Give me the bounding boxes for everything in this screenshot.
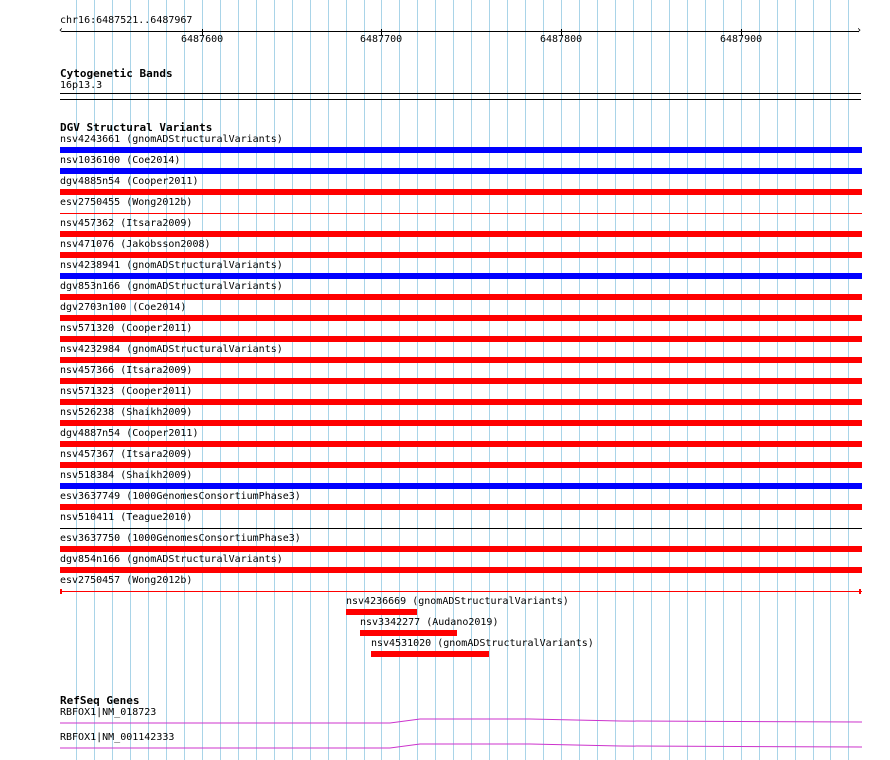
variant-label[interactable]: dgv2703n100 (Coe2014) (60, 302, 187, 313)
variant-label[interactable]: dgv4887n54 (Cooper2011) (60, 428, 199, 439)
ruler-axis-line (62, 31, 859, 32)
variant-label[interactable]: dgv854n166 (gnomADStructuralVariants) (60, 554, 283, 565)
variant-label[interactable]: nsv4243661 (gnomADStructuralVariants) (60, 134, 283, 145)
variant-bar[interactable] (60, 399, 862, 405)
variant-bar[interactable] (60, 147, 862, 153)
refseq-track-title[interactable]: RefSeq Genes (60, 694, 140, 707)
gene-intron-line[interactable] (60, 742, 862, 750)
ruler-tick-label: 6487700 (360, 34, 403, 45)
variant-bar[interactable] (60, 315, 862, 321)
variant-label[interactable]: esv3637750 (1000GenomesConsortiumPhase3) (60, 533, 301, 544)
cytoband-band-bottom-border[interactable] (60, 99, 861, 100)
variant-bar[interactable] (60, 567, 862, 573)
variant-bar[interactable] (60, 420, 862, 426)
variant-bar[interactable] (60, 252, 862, 258)
variant-label[interactable]: nsv518384 (Shaikh2009) (60, 470, 193, 481)
gene-label[interactable]: RBFOX1|NM_001142333 (60, 732, 175, 743)
ruler-tick-label: 6487900 (720, 34, 763, 45)
ruler-position-label: chr16:6487521..6487967 (60, 15, 193, 26)
variant-bar[interactable] (60, 504, 862, 510)
variant-label[interactable]: dgv4885n54 (Cooper2011) (60, 176, 199, 187)
variant-label[interactable]: nsv457366 (Itsara2009) (60, 365, 193, 376)
partial-variant-label[interactable]: nsv3342277 (Audano2019) (360, 617, 499, 628)
variant-label[interactable]: nsv4232984 (gnomADStructuralVariants) (60, 344, 283, 355)
partial-variant-bar[interactable] (371, 651, 489, 657)
variant-label[interactable]: esv2750455 (Wong2012b) (60, 197, 193, 208)
partial-variant-label[interactable]: nsv4531020 (gnomADStructuralVariants) (371, 638, 594, 649)
variant-label[interactable]: nsv1036100 (Coe2014) (60, 155, 181, 166)
variant-bar[interactable] (60, 483, 862, 489)
cytoband-label: 16p13.3 (60, 80, 103, 91)
partial-variant-bar[interactable] (346, 609, 417, 615)
variant-bar[interactable] (60, 189, 862, 195)
variant-label[interactable]: nsv571320 (Cooper2011) (60, 323, 193, 334)
ruler-tick-label: 6487800 (540, 34, 583, 45)
cytoband-track-title[interactable]: Cytogenetic Bands (60, 67, 173, 80)
variant-label[interactable]: esv2750457 (Wong2012b) (60, 575, 193, 586)
variant-bar[interactable] (60, 231, 862, 237)
variant-bar[interactable] (60, 591, 862, 592)
variant-label[interactable]: nsv457362 (Itsara2009) (60, 218, 193, 229)
variant-bar[interactable] (60, 168, 862, 174)
dgv-track-title[interactable]: DGV Structural Variants (60, 121, 213, 134)
ruler-tick-label: 6487600 (181, 34, 224, 45)
gene-intron-line[interactable] (60, 717, 862, 725)
cytoband-band-top-border[interactable] (60, 93, 861, 94)
variant-bar[interactable] (60, 441, 862, 447)
ruler-right-arrow-icon: › (856, 25, 863, 36)
variant-bar[interactable] (60, 378, 862, 384)
variant-bar[interactable] (60, 273, 862, 279)
variant-label[interactable]: nsv510411 (Teague2010) (60, 512, 193, 523)
gene-label[interactable]: RBFOX1|NM_018723 (60, 707, 157, 718)
variant-label[interactable]: nsv4238941 (gnomADStructuralVariants) (60, 260, 283, 271)
variant-bar[interactable] (60, 462, 862, 468)
variant-label[interactable]: esv3637749 (1000GenomesConsortiumPhase3) (60, 491, 301, 502)
variant-bar[interactable] (60, 294, 862, 300)
partial-variant-bar[interactable] (360, 630, 457, 636)
variant-bar[interactable] (60, 213, 862, 214)
variant-bar[interactable] (60, 336, 862, 342)
variant-label[interactable]: nsv471076 (Jakobsson2008) (60, 239, 211, 250)
variant-label[interactable]: nsv526238 (Shaikh2009) (60, 407, 193, 418)
variant-label[interactable]: dgv853n166 (gnomADStructuralVariants) (60, 281, 283, 292)
ruler-left-arrow-icon: ‹ (58, 25, 65, 36)
variant-bar[interactable] (60, 528, 862, 529)
partial-variant-label[interactable]: nsv4236669 (gnomADStructuralVariants) (346, 596, 569, 607)
variant-bar[interactable] (60, 546, 862, 552)
variant-label[interactable]: nsv457367 (Itsara2009) (60, 449, 193, 460)
variant-bar[interactable] (60, 357, 862, 363)
variant-label[interactable]: nsv571323 (Cooper2011) (60, 386, 193, 397)
